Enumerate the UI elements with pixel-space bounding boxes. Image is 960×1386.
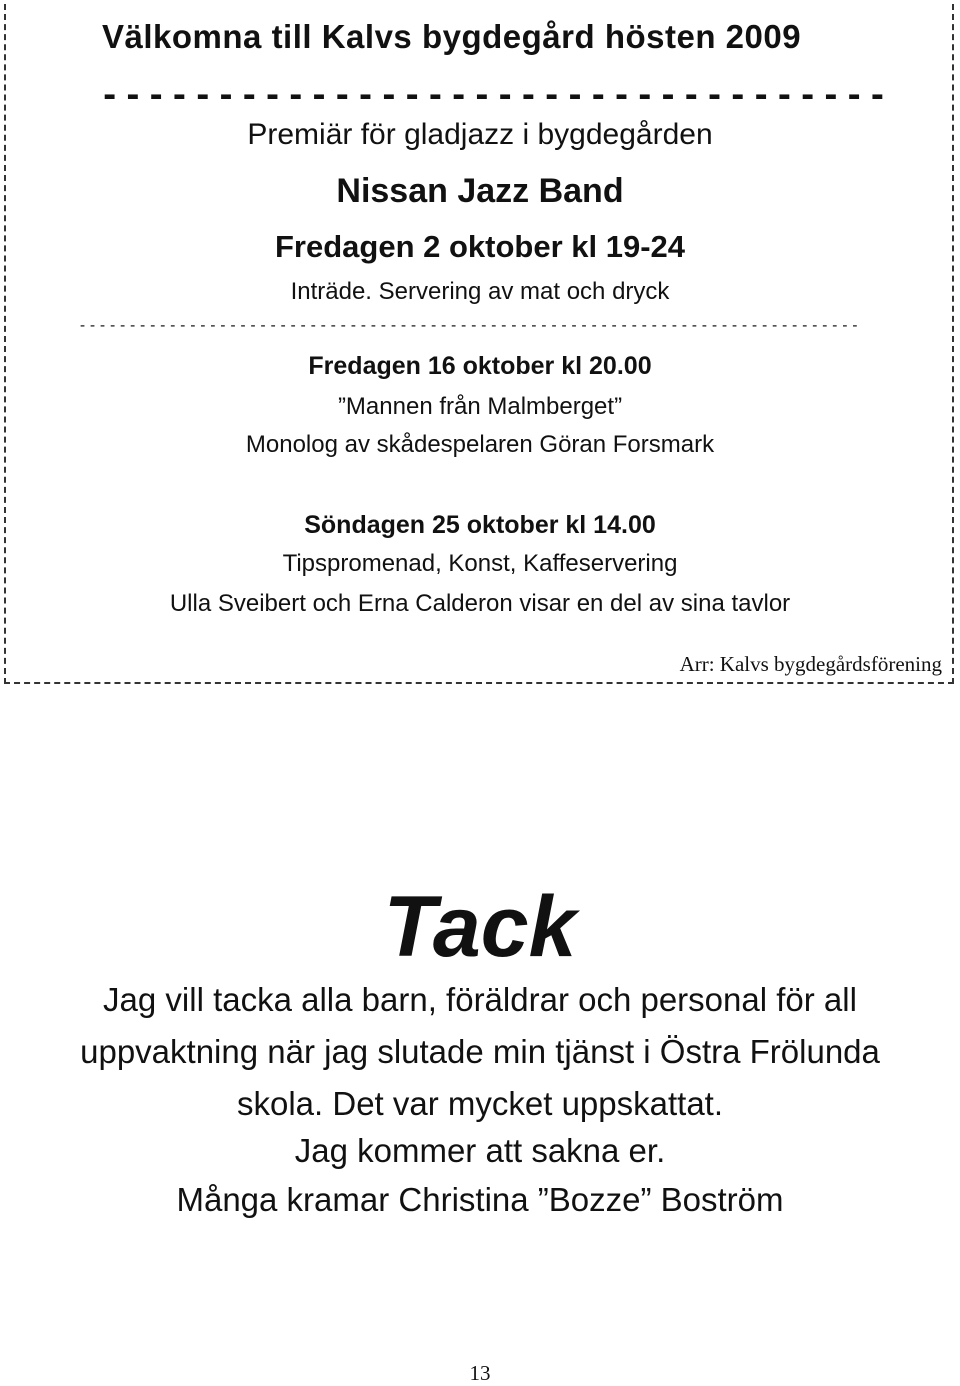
separator-thin: ------------------------------------------------------------------------------ bbox=[78, 316, 861, 334]
jazz-band-name: Nissan Jazz Band bbox=[336, 172, 624, 210]
jazz-intro: Premiär för gladjazz i bygdegården bbox=[247, 118, 713, 151]
jazz-date: Fredagen 2 oktober kl 19-24 bbox=[274, 229, 686, 264]
walk-date: Söndagen 25 oktober kl 14.00 bbox=[304, 511, 656, 539]
walk-artists: Ulla Sveibert och Erna Calderon visar en del av sina tavlor bbox=[169, 590, 791, 617]
monolog-title: ”Mannen från Malmberget” bbox=[337, 393, 623, 420]
thanks-line: skola. Det var mycket uppskattat. bbox=[236, 1085, 724, 1122]
thanks-line: uppvaktning när jag slutade min tjänst i Östra Frölunda bbox=[80, 1033, 880, 1070]
organizer-line: Arr: Kalvs bygdegårdsförening bbox=[679, 652, 942, 676]
thanks-line: Jag kommer att sakna er. bbox=[294, 1132, 666, 1169]
page-number: 13 bbox=[469, 1361, 491, 1385]
thanks-line: Jag vill tacka alla barn, föräldrar och personal för all bbox=[103, 981, 857, 1018]
events-heading: Välkomna till Kalvs bygdegård hösten 2009 bbox=[102, 18, 802, 55]
thanks-signature: Många kramar Christina ”Bozze” Boström bbox=[176, 1181, 784, 1218]
monolog-date: Fredagen 16 oktober kl 20.00 bbox=[308, 352, 652, 380]
jazz-note: Inträde. Servering av mat och dryck bbox=[290, 278, 670, 305]
thanks-title: Tack bbox=[383, 879, 577, 975]
separator-bold: ---------------------------------- bbox=[100, 76, 892, 114]
monolog-description: Monolog av skådespelaren Göran Forsmark bbox=[245, 431, 715, 458]
walk-activities: Tipspromenad, Konst, Kaffeservering bbox=[282, 550, 678, 577]
